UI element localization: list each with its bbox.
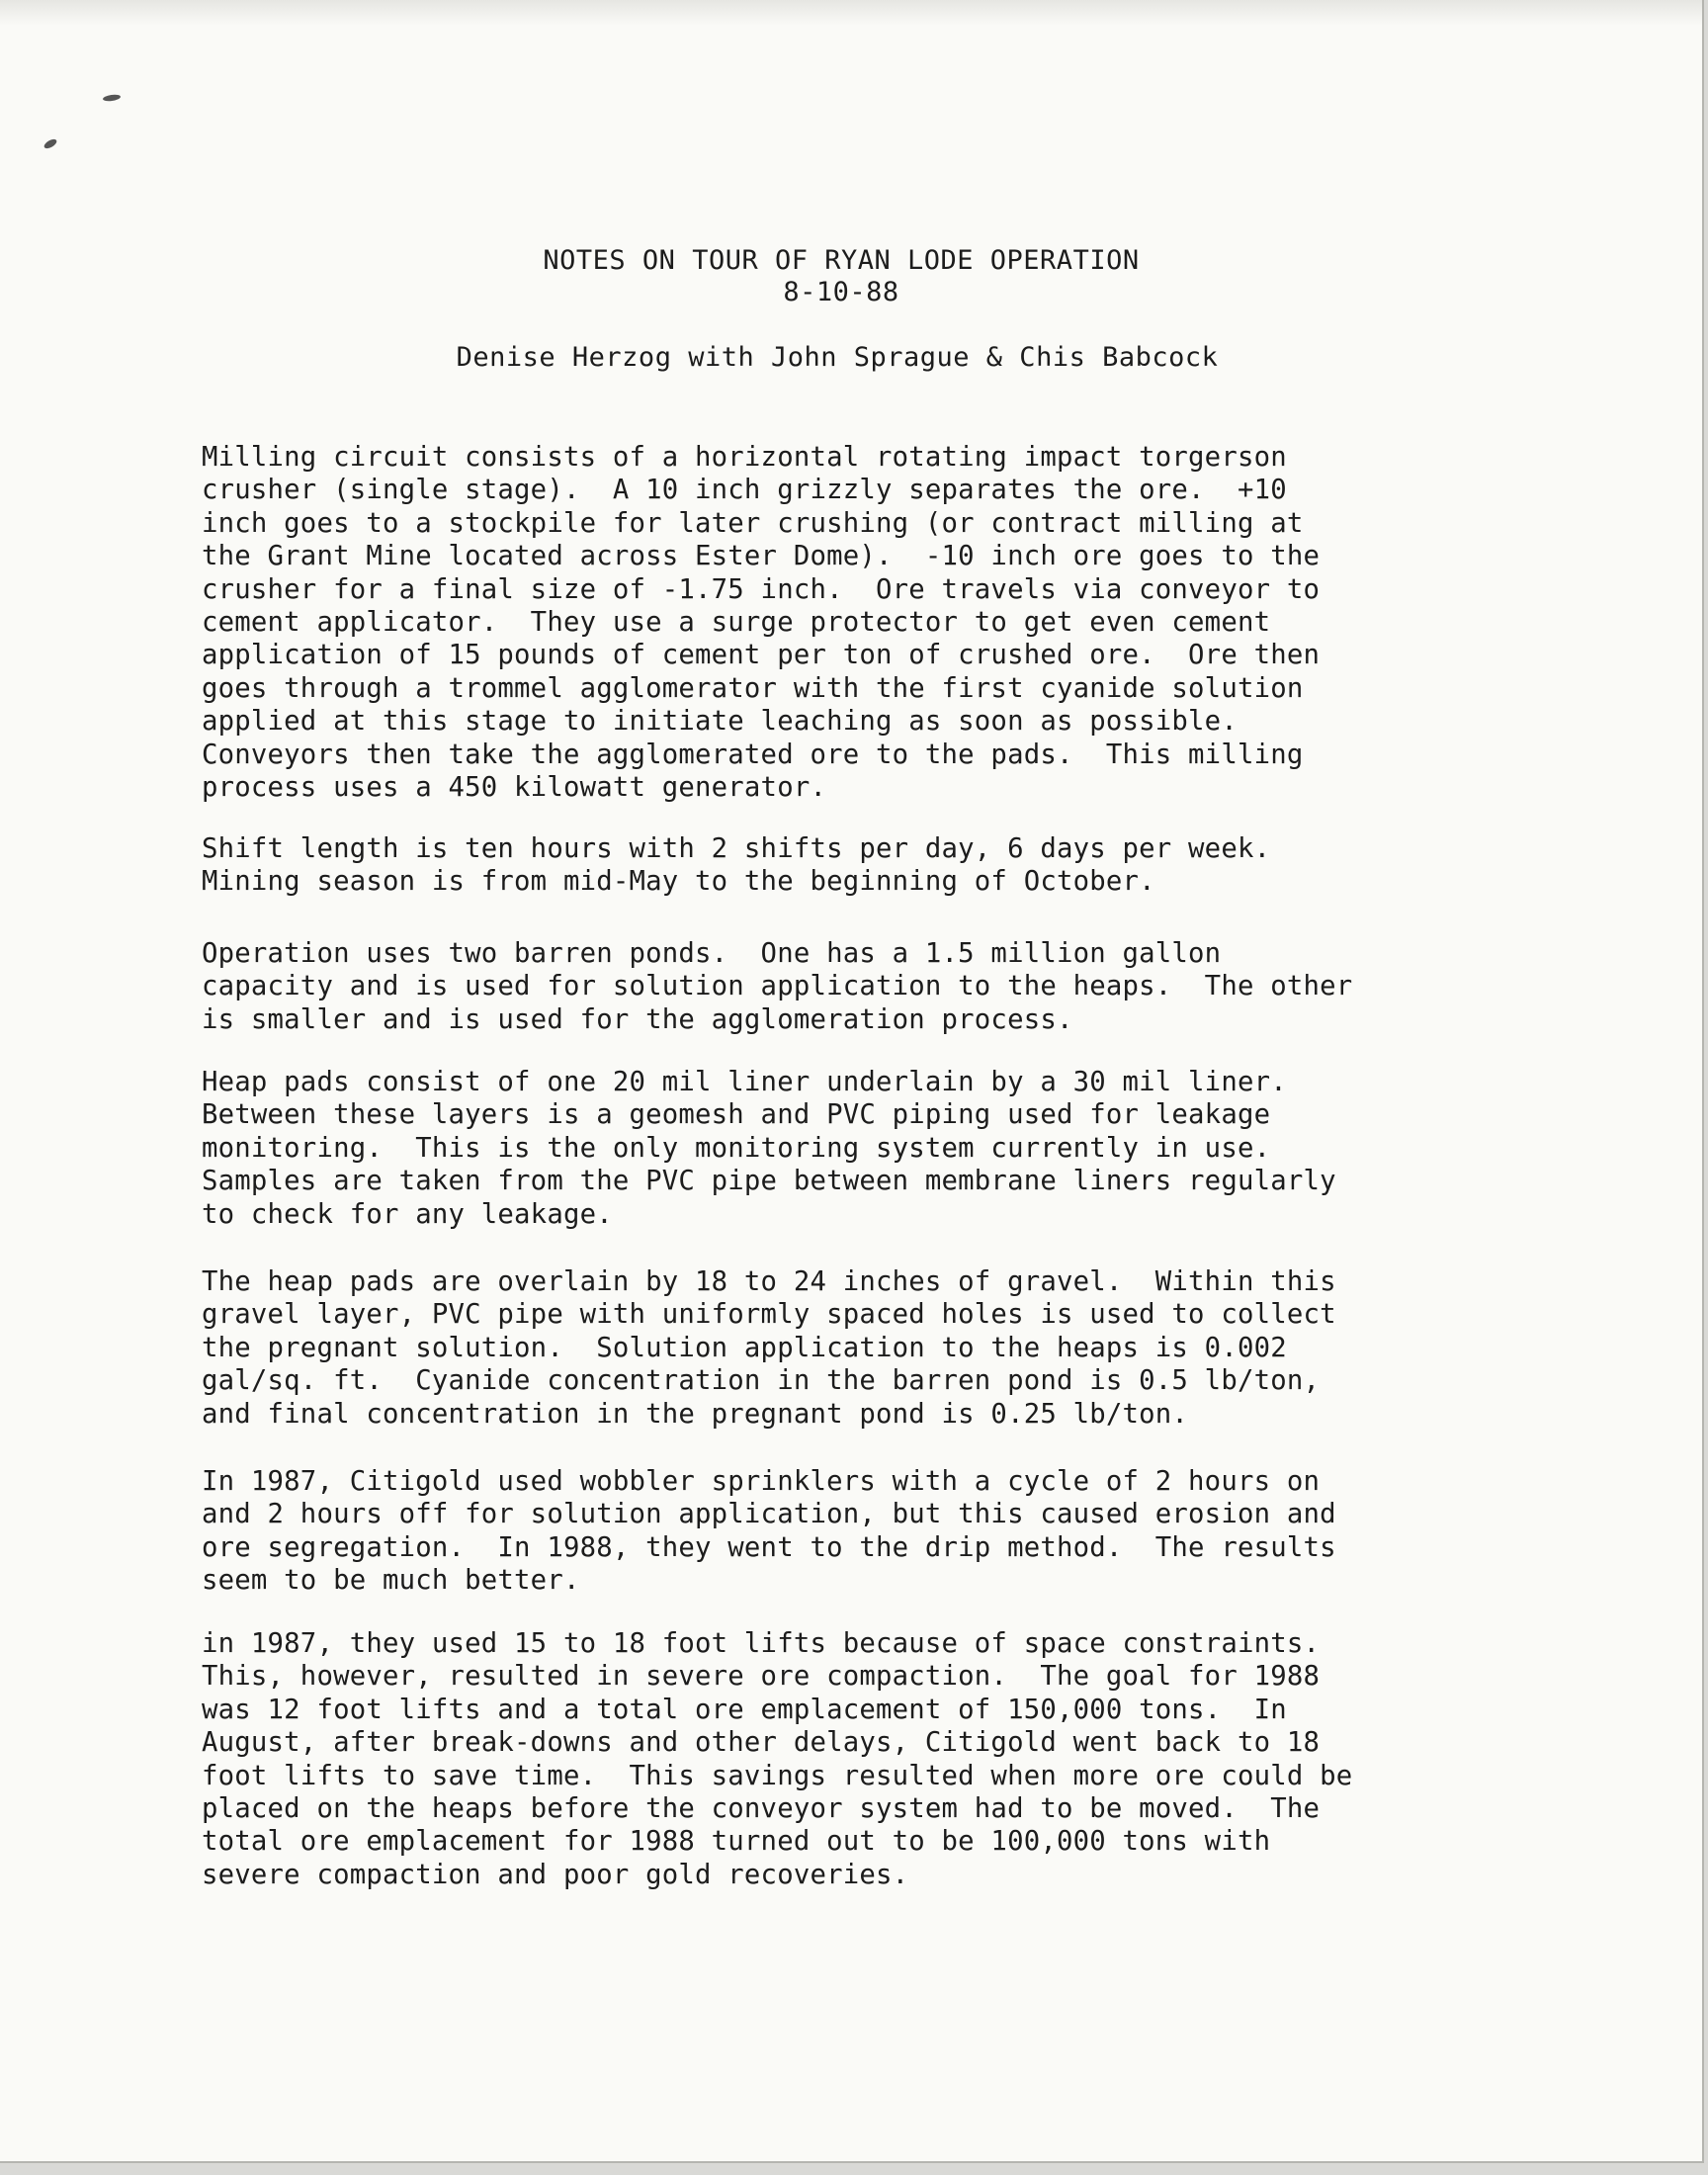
document-date: 8-10-88 [783, 277, 899, 307]
scan-top-edge [0, 0, 1702, 26]
paragraph-heap-pads: Heap pads consist of one 20 mil liner underlain by a 30 mil liner. Between these layers is a geomesh and PVC piping used for leakage monitoring. This is the only monitoring system currently in use. Samples are taken from the PVC pipe between membrane liners regularly to check for any leakage. [202, 1067, 1336, 1230]
paragraph-shift-length: Shift length is ten hours with 2 shifts per day, 6 days per week. Mining season is from mid-May to the beginning of October. [202, 833, 1271, 898]
paragraph-gravel-layer: The heap pads are overlain by 18 to 24 inches of gravel. Within this gravel layer, PVC pipe with uniformly spaced holes is used to collect the pregnant solution. Solution application to the heaps is 0.002 gal/sq. ft. Cyanide concentration in the barren pond is 0.5 lb/ton, and final concentration in the pregnant pond is 0.25 lb/ton. [202, 1266, 1336, 1430]
paragraph-milling-circuit: Milling circuit consists of a horizontal rotating impact torgerson crusher (single stage). A 10 inch grizzly separates the ore. +10 inch goes to a stockpile for later crushing (or contract milling at the Grant Mine located across Ester Dome). -10 inch ore goes to the crusher for a final size of -1.75 inch. Ore travels via conveyor to cement applicator. They use a surge protector to get even cement application of 15 pounds of cement per ton of crushed ore. Ore then goes through a trommel agglomerator with the first cyanide solution applied at this stage to initiate leaching as soon as possible. Conveyors then take the agglomerated ore to the pads. This milling process uses a 450 kilowatt generator. [202, 442, 1321, 804]
paragraph-sprinklers: In 1987, Citigold used wobbler sprinklers with a cycle of 2 hours on and 2 hours off for solution application, but this caused erosion and ore segregation. In 1988, they went to the drip method. The results seem to be much better. [202, 1466, 1336, 1597]
paragraph-barren-ponds: Operation uses two barren ponds. One has a 1.5 million gallon capacity and is used for solution application to the heaps. The other is smaller and is used for the agglomeration process. [202, 938, 1353, 1035]
document-title: NOTES ON TOUR OF RYAN LODE OPERATION [543, 245, 1140, 276]
scan-speck [103, 94, 122, 102]
paragraph-foot-lifts: in 1987, they used 15 to 18 foot lifts because of space constraints. This, however, resulted in severe ore compaction. The goal for 1988 was 12 foot lifts and a total ore emplacement of 150,000 tons. In August, after break-downs and other delays, Citigold went back to 18 foot lifts to save time. This savings resulted when more ore could be placed on the heaps before the conveyor system had to be moved. The total ore emplacement for 1988 turned out to be 100,000 tons with severe compaction and poor gold recoveries. [202, 1628, 1353, 1890]
document-authors: Denise Herzog with John Sprague & Chis Babcock [456, 342, 1219, 373]
scan-speck [43, 137, 58, 150]
